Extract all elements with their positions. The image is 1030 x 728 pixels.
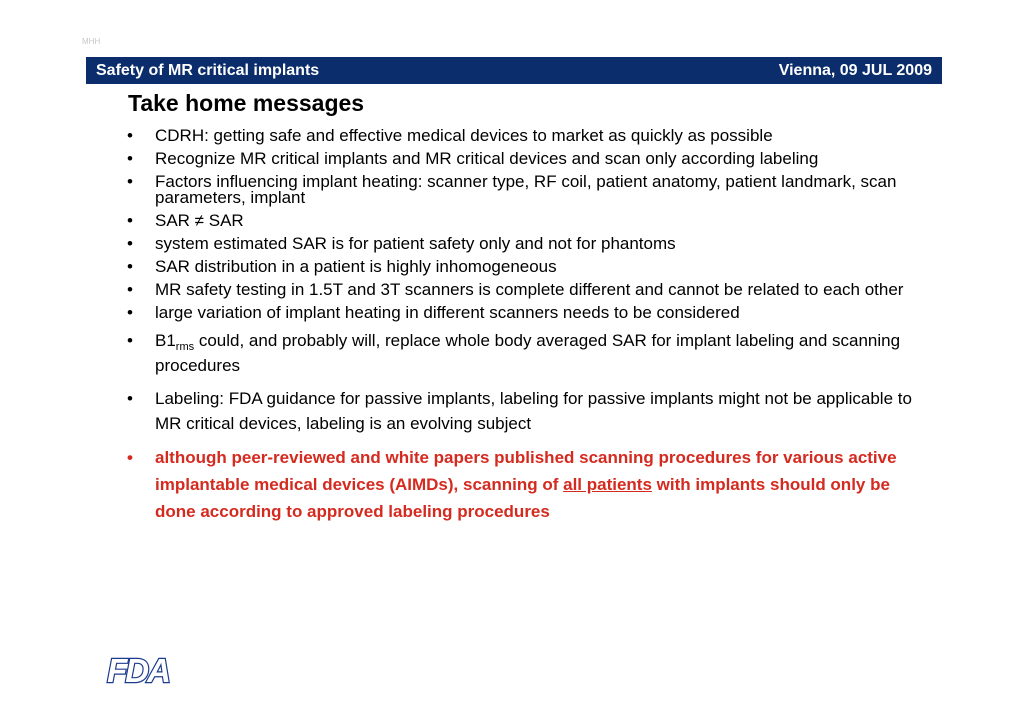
bullet-icon: • — [127, 331, 133, 350]
watermark: MHH — [82, 37, 101, 46]
warning-underlined-text: all patients — [563, 475, 652, 494]
b1-label: B1 — [155, 331, 176, 350]
bullet-icon: • — [127, 211, 133, 230]
bullet-text: CDRH: getting safe and effective medical devices to market as quickly as possible — [155, 126, 773, 145]
bullet-icon: • — [127, 448, 133, 467]
bullet-text: Recognize MR critical implants and MR critical devices and scan only according labeling — [155, 149, 819, 168]
warning-text: although peer-reviewed and white papers published scanning procedures for various active implantable medical devices (AIMDs), scanning of — [155, 448, 897, 494]
bullet-icon: • — [127, 172, 133, 191]
warning-text-end: with implants should only be done according to approved labeling procedures — [155, 475, 890, 521]
bullet-icon: • — [127, 280, 133, 299]
bullet-item — [112, 305, 912, 321]
bullet-icon: • — [127, 257, 133, 276]
bullet-text: MR safety testing in 1.5T and 3T scanners is complete different and cannot be related to each other — [155, 280, 904, 299]
bullet-icon: • — [127, 389, 133, 408]
bullet-item-labeling — [112, 386, 912, 436]
bullet-item — [112, 213, 912, 229]
rms-subscript: rms — [175, 341, 195, 353]
bullet-text: SAR ≠ SAR — [155, 211, 244, 230]
fda-logo — [104, 653, 172, 687]
fda-logo-text: FDA — [107, 653, 169, 687]
bullet-text: large variation of implant heating in different scanners needs to be considered — [155, 303, 740, 322]
bullet-list — [112, 128, 912, 532]
bullet-text: could, and probably will, replace whole body averaged SAR for implant labeling and scanning procedures — [155, 331, 901, 375]
slide-title: Take home messages — [128, 90, 365, 116]
bullet-icon: • — [127, 234, 133, 253]
bullet-text: SAR distribution in a patient is highly inhomogeneous — [155, 257, 557, 276]
bullet-text: Labeling: FDA guidance for passive implants, labeling for passive implants might not be applicable to MR critical devices, labeling is an evolving subject — [155, 389, 912, 433]
bullet-item — [112, 151, 912, 167]
bullet-item-warning — [112, 444, 912, 525]
bullet-item — [112, 174, 912, 206]
event-date: Vienna, 09 JUL 2009 — [778, 61, 932, 79]
bullet-icon: • — [127, 303, 133, 322]
bullet-text: Factors influencing implant heating: scanner type, RF coil, patient anatomy, patient landmark, scan parameters, implant — [155, 172, 897, 207]
bullet-item — [112, 282, 912, 298]
bullet-icon: • — [127, 126, 133, 145]
header-bar — [86, 57, 942, 84]
bullet-item — [112, 259, 912, 275]
bullet-text: system estimated SAR is for patient safety only and not for phantoms — [155, 234, 676, 253]
bullet-item-b1rms — [112, 328, 912, 378]
presentation-title: Safety of MR critical implants — [96, 61, 320, 79]
bullet-icon: • — [127, 149, 133, 168]
bullet-item — [112, 128, 912, 144]
bullet-item — [112, 236, 912, 252]
